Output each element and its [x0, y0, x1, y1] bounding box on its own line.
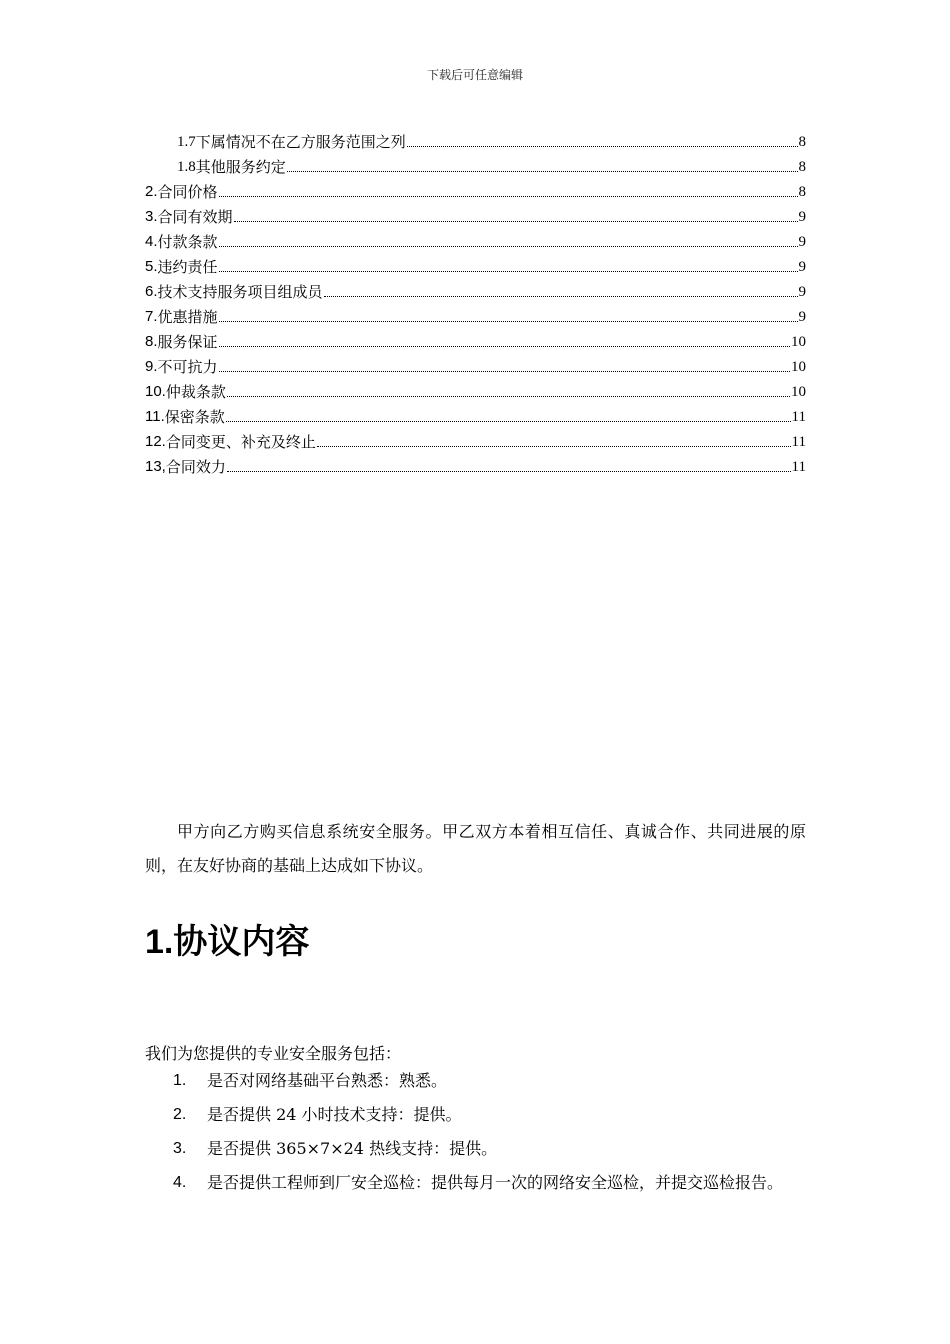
toc-entry[interactable]	[145, 326, 806, 351]
toc-entry-number: 3.	[145, 208, 158, 225]
list-item	[145, 1068, 825, 1102]
list-item-number: 1.	[173, 1072, 187, 1089]
toc-entry-number: 6.	[145, 283, 158, 300]
toc-entry-number: 2.	[145, 183, 158, 200]
list-item-number: 4.	[173, 1174, 187, 1191]
toc-entry[interactable]	[145, 276, 806, 301]
toc-entry-title: 下属情况不在乙方服务范围之列	[195, 133, 406, 151]
toc-entry-page: 10	[791, 334, 806, 350]
toc-dot-leader	[219, 321, 798, 322]
toc-entry-page: 9	[798, 284, 806, 300]
toc-entry[interactable]	[145, 301, 806, 326]
toc-entry-number: 9.	[145, 358, 158, 375]
toc-entry-title: 合同有效期	[157, 208, 233, 226]
list-item-text: 是否提供 24 小时技术支持：提供。	[207, 1105, 462, 1124]
services-list	[145, 1068, 825, 1204]
toc-entry[interactable]	[145, 201, 806, 226]
toc-entry-page: 10	[791, 384, 806, 400]
toc-dot-leader	[219, 371, 790, 372]
toc-entry-number: 1.8	[177, 159, 196, 175]
toc-entry-page: 8	[798, 184, 806, 200]
toc-dot-leader	[219, 246, 798, 247]
table-of-contents	[145, 126, 806, 476]
toc-entry-title: 付款条款	[157, 233, 218, 251]
toc-entry-number: 13,	[145, 458, 166, 475]
toc-entry-number: 12.	[145, 433, 166, 450]
toc-dot-leader	[219, 346, 790, 347]
toc-entry-page: 8	[798, 159, 806, 175]
toc-entry[interactable]	[145, 451, 806, 476]
page-header: 下载后可任意编辑	[426, 68, 523, 82]
toc-entry-page: 10	[791, 359, 806, 375]
list-item-text: 是否提供工程师到厂安全巡检：提供每月一次的网络安全巡检，并提交巡检报告。	[207, 1173, 784, 1192]
toc-entry-title: 不可抗力	[157, 358, 218, 376]
toc-entry-page: 9	[798, 234, 806, 250]
toc-entry[interactable]	[145, 401, 806, 426]
section-number: 1.	[145, 923, 174, 961]
toc-entry-page: 11	[791, 459, 806, 475]
toc-entry-number: 11.	[145, 408, 165, 425]
toc-entry-title: 合同价格	[157, 183, 218, 201]
toc-dot-leader	[234, 221, 798, 222]
services-lead: 我们为您提供的专业安全服务包括：	[145, 1044, 402, 1063]
toc-entry-page: 9	[798, 259, 806, 275]
list-item	[145, 1136, 825, 1170]
list-item-text: 是否提供 365×7×24 热线支持：提供。	[207, 1139, 498, 1158]
toc-entry[interactable]	[145, 251, 806, 276]
toc-entry-title: 保密条款	[164, 408, 225, 426]
toc-entry-number: 8.	[145, 333, 158, 350]
toc-entry[interactable]	[145, 176, 806, 201]
toc-entry-title: 服务保证	[157, 333, 218, 351]
toc-dot-leader	[407, 146, 798, 147]
toc-entry[interactable]	[145, 226, 806, 251]
toc-dot-leader	[219, 271, 798, 272]
toc-entry[interactable]	[145, 351, 806, 376]
toc-entry-title: 合同效力	[165, 458, 226, 476]
toc-entry-title: 优惠措施	[157, 308, 218, 326]
toc-dot-leader	[226, 421, 791, 422]
toc-entry-title: 合同变更、补充及终止	[165, 433, 316, 451]
toc-entry-number: 4.	[145, 233, 158, 250]
toc-entry-title: 违约责任	[157, 258, 218, 276]
toc-entry[interactable]	[145, 426, 806, 451]
section-heading	[145, 914, 309, 963]
toc-entry-page: 8	[798, 134, 806, 150]
toc-entry-number: 10.	[145, 383, 166, 400]
toc-entry-title: 技术支持服务项目组成员	[157, 283, 323, 301]
toc-entry-number: 5.	[145, 258, 158, 275]
toc-entry-page: 11	[791, 434, 806, 450]
list-item-number: 3.	[173, 1140, 187, 1157]
toc-dot-leader	[287, 171, 798, 172]
toc-entry[interactable]	[145, 126, 806, 151]
list-item-text: 是否对网络基础平台熟悉：熟悉。	[207, 1071, 448, 1090]
intro-paragraph: 甲方向乙方购买信息系统安全服务。甲乙双方本着相互信任、真诚合作、共同进展的原则，在友好协商的基础上达成如下协议。	[145, 822, 806, 875]
toc-entry[interactable]	[145, 151, 806, 176]
list-item	[145, 1102, 825, 1136]
toc-entry-title: 仲裁条款	[165, 383, 226, 401]
toc-entry-page: 9	[798, 209, 806, 225]
toc-entry-title: 其他服务约定	[195, 158, 286, 176]
toc-dot-leader	[219, 196, 798, 197]
list-item	[145, 1170, 825, 1204]
toc-dot-leader	[227, 396, 790, 397]
section-title: 协议内容	[173, 922, 310, 962]
toc-entry-number: 7.	[145, 308, 158, 325]
toc-entry-page: 11	[791, 409, 806, 425]
toc-entry[interactable]	[145, 376, 806, 401]
list-item-number: 2.	[173, 1106, 187, 1123]
toc-dot-leader	[324, 296, 798, 297]
toc-entry-page: 9	[798, 309, 806, 325]
toc-entry-number: 1.7	[177, 134, 196, 150]
toc-dot-leader	[317, 446, 791, 447]
toc-dot-leader	[227, 471, 791, 472]
